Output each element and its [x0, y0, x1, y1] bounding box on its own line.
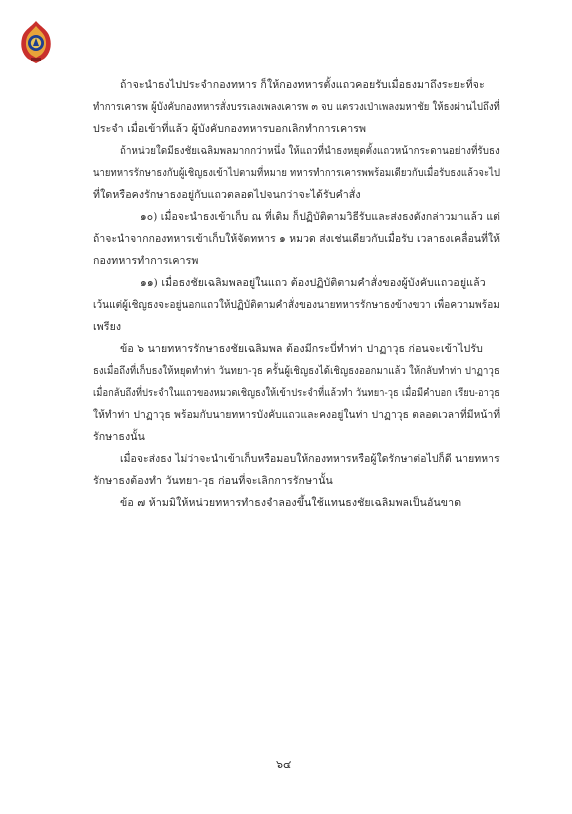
text-line-9: กองทหารทำการเคารพ — [93, 255, 199, 267]
text-line-8: ถ้าจะนำจากกองทหารเข้าเก็บให้จัดทหาร ๑ หมวด ส่งเช่นเดียวกับเมื่อรับ เวลาธงเคลื่อนที่ให้ — [93, 233, 501, 245]
text-line-7: ๑๐) เมื่อจะนำธงเข้าเก็บ ณ ที่เดิม ก็ปฏิบัติตามวิธีรับและส่งธงดังกล่าวมาแล้ว แต่ — [140, 211, 501, 223]
text-line-6: ที่ใดหรือคงรักษาธงอยู่กับแถวตลอดไปจนกว่าจะได้รับคำสั่ง — [93, 189, 361, 201]
text-line-20: ข้อ ๗ ห้ามมิให้หน่วยทหารทำธงจำลองขึ้นใช้แทนธงชัยเฉลิมพลเป็นอันขาด — [120, 497, 462, 509]
page-number: ๖๔ — [276, 758, 292, 771]
text-line-15: เมื่อกลับถึงที่ประจำในแถวของหมวดเชิญธงให้เข้าประจำที่แล้วทำ วันทยา-วุธ เมื่อมีคำบอก เรียบ-อาวุธ — [93, 387, 501, 399]
text-line-16: ให้ทำท่า ปาฏาวุธ พร้อมกับนายทหารบังคับแถวและคงอยู่ในท่า ปาฏาวุธ ตลอดเวลาที่มีหน้าที่ — [93, 409, 501, 421]
text-line-13: ข้อ ๖ นายทหารรักษาธงชัยเฉลิมพล ต้องมีกระบี่ทำท่า ปาฏาวุธ ก่อนจะเข้าไปรับ — [120, 343, 483, 355]
text-line-18: เมื่อจะส่งธง ไม่ว่าจะนำเข้าเก็บหรือมอบให้กองทหารหรือผู้ใดรักษาต่อไปก็ดี นายทหาร — [120, 453, 500, 465]
text-line-3: ประจำ เมื่อเข้าที่แล้ว ผู้บังคับกองทหารบอกเลิกทำการเคารพ — [93, 123, 367, 135]
text-line-10: ๑๑) เมื่อธงชัยเฉลิมพลอยู่ในแถว ต้องปฏิบัติตามคำสั่งของผู้บังคับแถวอยู่แล้ว — [140, 277, 486, 289]
text-line-2: ทำการเคารพ ผู้บังคับกองทหารสั่งบรรเลงเพลงเคารพ ๓ จบ แตรวงเป่าเพลงมหาชัย ให้ธงผ่านไปถึงที่ — [93, 101, 500, 113]
text-line-4: ถ้าหน่วยใดมีธงชัยเฉลิมพลมากกว่าหนึ่ง ให้แถวที่นำธงหยุดตั้งแถวหน้ากระดานอย่างที่รับธง — [120, 145, 500, 157]
emblem-logo-icon — [16, 20, 56, 64]
text-line-14: ธงเมื่อถึงที่เก็บธงให้หยุดทำท่า วันทยา-วุธ ครั้นผู้เชิญธงได้เชิญธงออกมาแล้ว ให้กลับทำท่า ปาฏาวุธ — [93, 365, 500, 377]
text-line-12: เพรียง — [93, 321, 122, 333]
text-line-11: เว้นแต่ผู้เชิญธงจะอยู่นอกแถวให้ปฏิบัติตามคำสั่งของนายทหารรักษาธงข้างขวา เพื่อความพร้อม — [93, 299, 500, 311]
text-line-1: ถ้าจะนำธงไปประจำกองทหาร ก็ให้กองทหารตั้งแถวคอยรับเมื่อธงมาถึงระยะที่จะ — [120, 79, 485, 91]
text-line-17: รักษาธงนั้น — [93, 431, 145, 443]
text-line-19: รักษาธงต้องทำ วันทยา-วุธ ก่อนที่จะเลิกการรักษานั้น — [93, 475, 333, 487]
text-line-5: นายทหารรักษาธงกับผู้เชิญธงเข้าไปตามที่หมาย ทหารทำการเคารพพร้อมเดียวกับเมื่อรับธงแล้วจะไป — [93, 167, 501, 179]
